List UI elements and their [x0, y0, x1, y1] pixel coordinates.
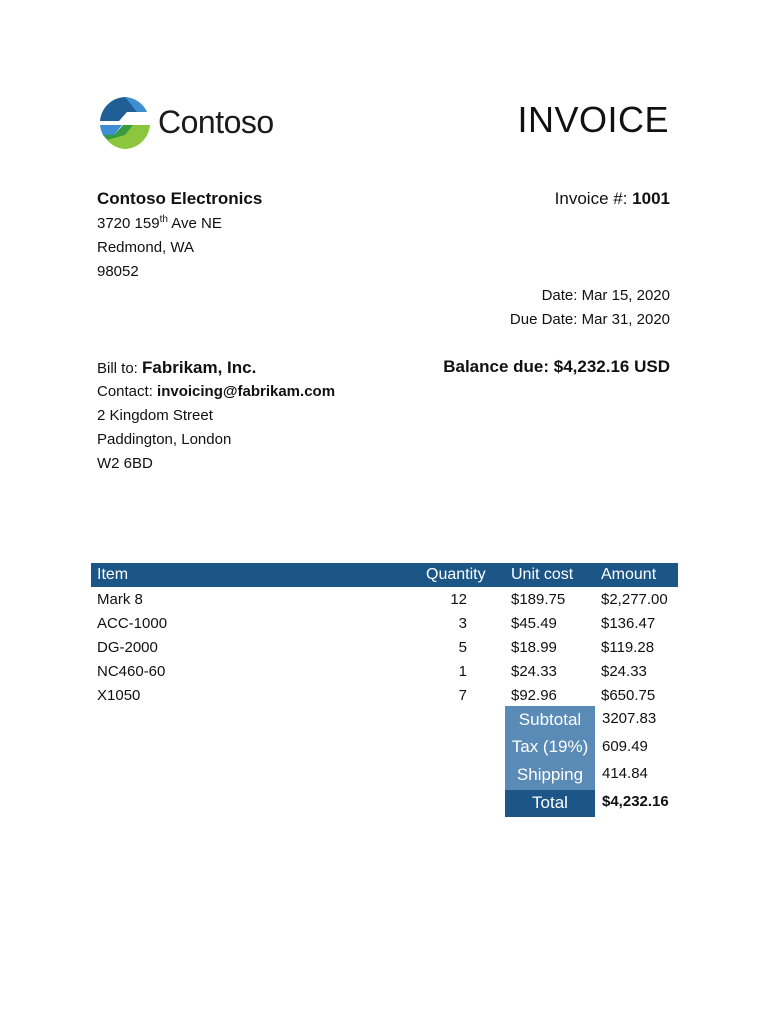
shipping-label: Shipping	[516, 765, 584, 784]
invoice-number	[555, 188, 670, 210]
table-row	[91, 636, 678, 660]
seller-name: Contoso Electronics	[97, 189, 263, 208]
balance-due: Balance due: $4,232.16 USD	[443, 357, 670, 376]
seller-city: Redmond, WA	[97, 239, 194, 256]
invoice-due-date: Due Date: Mar 31, 2020	[509, 311, 670, 328]
header-item: Item	[97, 566, 129, 583]
seller-address-rest: Ave NE	[167, 215, 222, 232]
row-item: ACC-1000	[97, 615, 168, 632]
contact-email: invoicing@fabrikam.com	[157, 383, 336, 400]
row-unit-cost: $45.49	[511, 615, 557, 632]
row-item: Mark 8	[97, 591, 143, 608]
tax-label: Tax (19%)	[511, 737, 589, 756]
header-unit-cost: Unit cost	[511, 566, 574, 583]
total-label: Total	[505, 790, 595, 817]
invoice-number-label: Invoice #:	[554, 189, 633, 208]
invoice-date: Date: Mar 15, 2020	[541, 287, 670, 304]
bill-to-street: 2 Kingdom Street	[97, 407, 213, 424]
seller-address-number: 3720 159	[97, 215, 160, 232]
row-amount: $24.33	[601, 663, 647, 680]
row-quantity: 7	[458, 687, 467, 704]
row-amount: $650.75	[601, 687, 656, 704]
row-amount: $119.28	[601, 639, 655, 656]
row-quantity: 1	[458, 663, 467, 680]
table-row	[91, 588, 678, 612]
total-value: $4,232.16	[602, 793, 669, 810]
row-amount: $2,277.00	[601, 591, 668, 608]
row-unit-cost: $18.99	[511, 639, 557, 656]
document-title: INVOICE	[517, 99, 669, 140]
invoice-number-value: 1001	[632, 189, 670, 208]
row-quantity: 12	[450, 591, 467, 608]
table-row	[91, 684, 678, 708]
row-amount: $136.47	[601, 615, 656, 632]
row-item: X1050	[97, 687, 141, 704]
contoso-logo-icon	[97, 95, 153, 151]
bill-to-name: Fabrikam, Inc.	[142, 358, 257, 377]
row-unit-cost: $92.96	[511, 687, 557, 704]
row-unit-cost: $24.33	[511, 663, 557, 680]
bill-to	[97, 356, 256, 381]
subtotal-value: 3207.83	[602, 710, 657, 727]
header-quantity: Quantity	[426, 566, 486, 583]
row-quantity: 5	[458, 639, 467, 656]
row-quantity: 3	[458, 615, 467, 632]
seller-address	[97, 214, 222, 234]
bill-to-postcode: W2 6BD	[97, 455, 153, 472]
header-amount: Amount	[601, 566, 657, 583]
subtotal-label: Subtotal	[518, 710, 582, 729]
row-unit-cost: $189.75	[511, 591, 566, 608]
tax-value: 609.49	[602, 738, 648, 755]
bill-to-contact	[97, 382, 335, 402]
table-row	[91, 612, 678, 636]
bill-to-label: Bill to:	[97, 360, 143, 377]
items-table-header	[91, 563, 678, 587]
row-item: NC460-60	[97, 663, 166, 680]
seller-zip: 98052	[97, 263, 139, 280]
bill-to-city: Paddington, London	[97, 431, 232, 448]
row-item: DG-2000	[97, 639, 158, 656]
table-row	[91, 660, 678, 684]
brand-name: Contoso	[158, 104, 274, 140]
shipping-value: 414.84	[602, 765, 648, 782]
contact-label: Contact:	[97, 383, 158, 400]
seller-address-suffix: th	[159, 214, 168, 225]
